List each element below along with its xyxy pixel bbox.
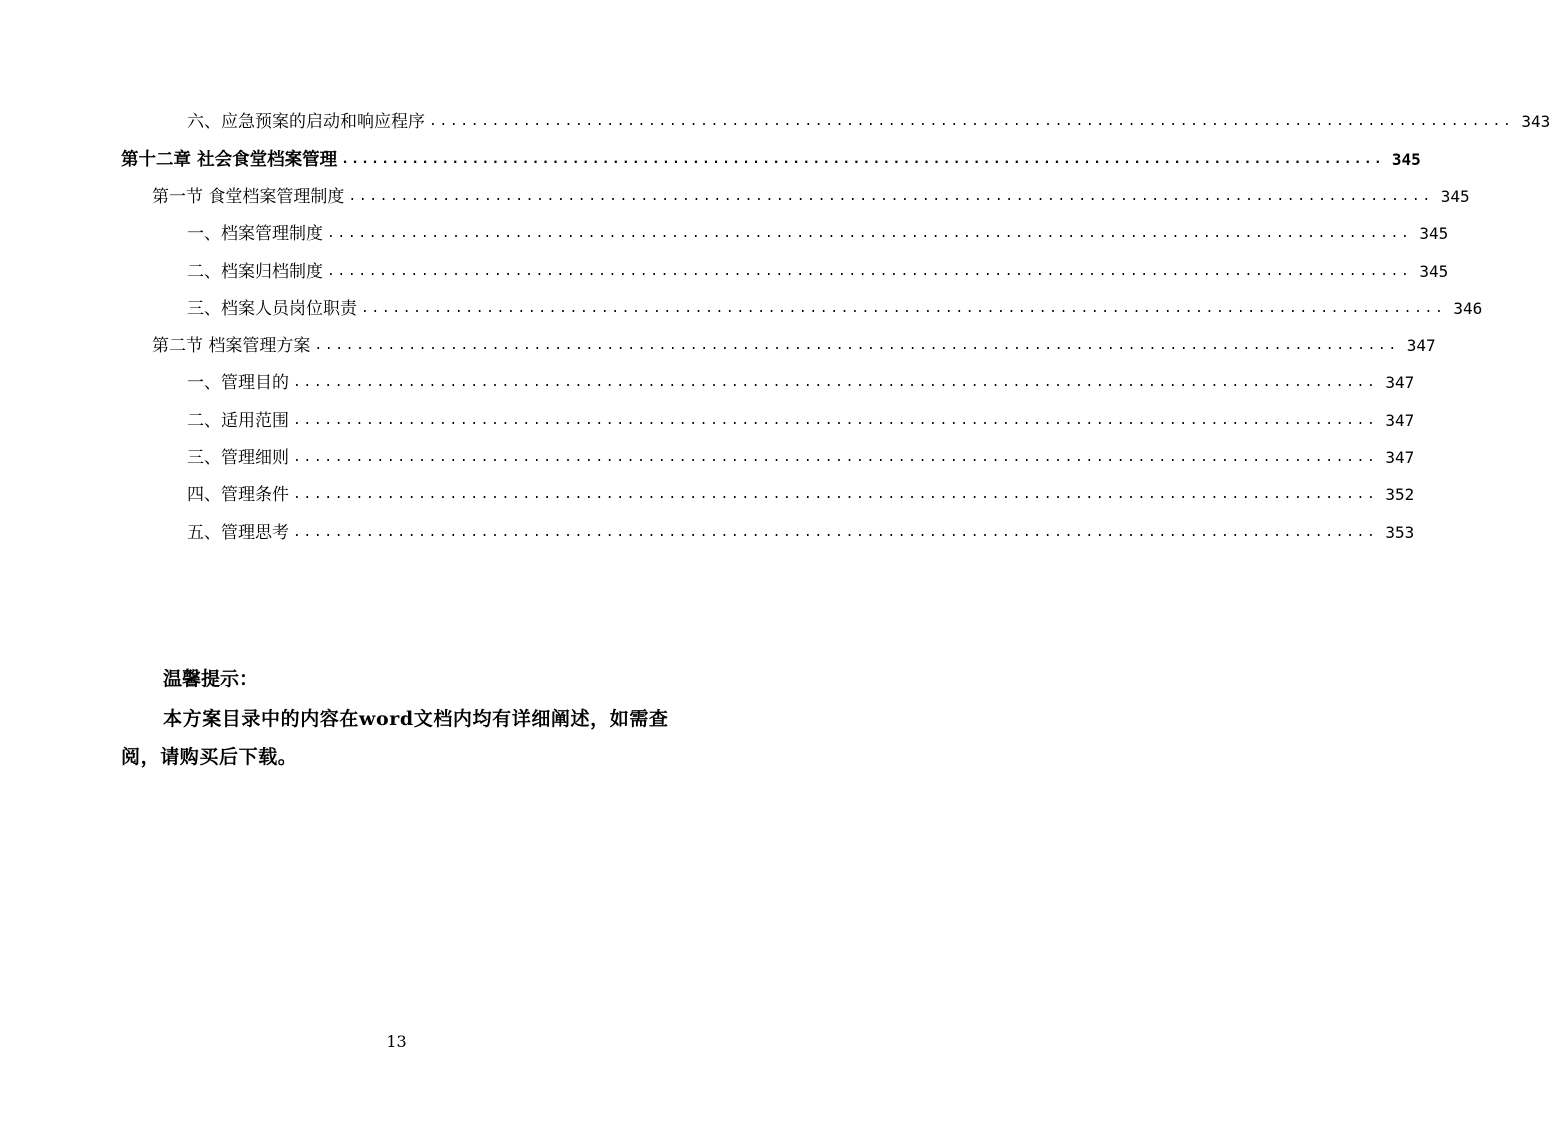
toc-entry-page: 343 <box>1521 112 1550 131</box>
toc-leader-dots: ........................................................................................................ <box>327 264 1412 279</box>
toc-entry-title: 第一节 食堂档案管理制度 <box>152 187 345 207</box>
toc-entry[interactable] <box>187 402 1415 432</box>
toc-entry[interactable] <box>187 215 1449 245</box>
toc-entry-page: 352 <box>1385 485 1415 504</box>
toc-entry-page: 345 <box>1440 187 1470 206</box>
toc-entry-title: 第十二章 社会食堂档案管理 <box>121 150 338 170</box>
toc-leader-dots: ........................................................................................................ <box>314 338 1399 353</box>
toc-entry[interactable] <box>187 103 1550 133</box>
toc-entry[interactable] <box>187 439 1415 469</box>
toc-entry-title: 一、档案管理制度 <box>187 224 323 244</box>
toc-entry-title: 二、档案归档制度 <box>187 262 323 282</box>
toc-entry[interactable] <box>187 290 1483 320</box>
notice-title: 温馨提示： <box>163 668 259 690</box>
toc-entry-page: 347 <box>1385 373 1415 392</box>
toc-entry-page: 347 <box>1406 336 1436 355</box>
toc-entry-page: 347 <box>1385 448 1415 467</box>
toc-entry-section[interactable] <box>152 327 1436 357</box>
toc-entry[interactable] <box>187 253 1449 283</box>
toc-entry-title: 五、管理思考 <box>187 523 289 543</box>
toc-leader-dots: ........................................................................................................ <box>429 114 1514 129</box>
toc-entry-title: 四、管理条件 <box>187 485 289 505</box>
toc-entry-title: 一、管理目的 <box>187 373 289 393</box>
toc-entry[interactable] <box>187 476 1415 506</box>
toc-leader-dots: ........................................................................................................ <box>293 525 1378 540</box>
toc-entry-page: 345 <box>1419 224 1449 243</box>
toc-entry-title: 二、适用范围 <box>187 411 289 431</box>
toc-entry-page: 345 <box>1419 262 1449 281</box>
toc-entry[interactable] <box>187 364 1415 394</box>
toc-leader-dots: ........................................................................................................ <box>293 450 1378 465</box>
toc-leader-dots: ........................................................................................................ <box>348 189 1433 204</box>
toc-entry-page: 345 <box>1391 150 1421 169</box>
toc-entry-page: 347 <box>1385 411 1415 430</box>
toc-entry-page: 353 <box>1385 523 1415 542</box>
toc-leader-dots: ........................................................................................................ <box>293 413 1378 428</box>
toc-leader-dots: ........................................................................................................ <box>327 226 1412 241</box>
toc-entry-title: 六、应急预案的启动和响应程序 <box>187 112 425 132</box>
toc-leader-dots: ........................................................................................................ <box>293 375 1378 390</box>
toc-entry-page: 346 <box>1453 299 1483 318</box>
toc-entry-title: 三、档案人员岗位职责 <box>187 299 357 319</box>
toc-entry-chapter[interactable] <box>121 141 1421 171</box>
toc-leader-dots: ........................................................................................................ <box>341 152 1384 167</box>
page-number: 13 <box>386 1032 407 1051</box>
toc-leader-dots: ........................................................................................................ <box>361 301 1446 316</box>
notice-body: 本方案目录中的内容在word文档内均有详细阐述，如需查阅，请购买后下载。 <box>121 708 669 768</box>
toc-leader-dots: ........................................................................................................ <box>293 487 1378 502</box>
toc-entry-title: 三、管理细则 <box>187 448 289 468</box>
toc-entry-section[interactable] <box>152 178 1470 208</box>
toc-entry-title: 第二节 档案管理方案 <box>152 336 311 356</box>
toc-entry[interactable] <box>187 514 1415 544</box>
